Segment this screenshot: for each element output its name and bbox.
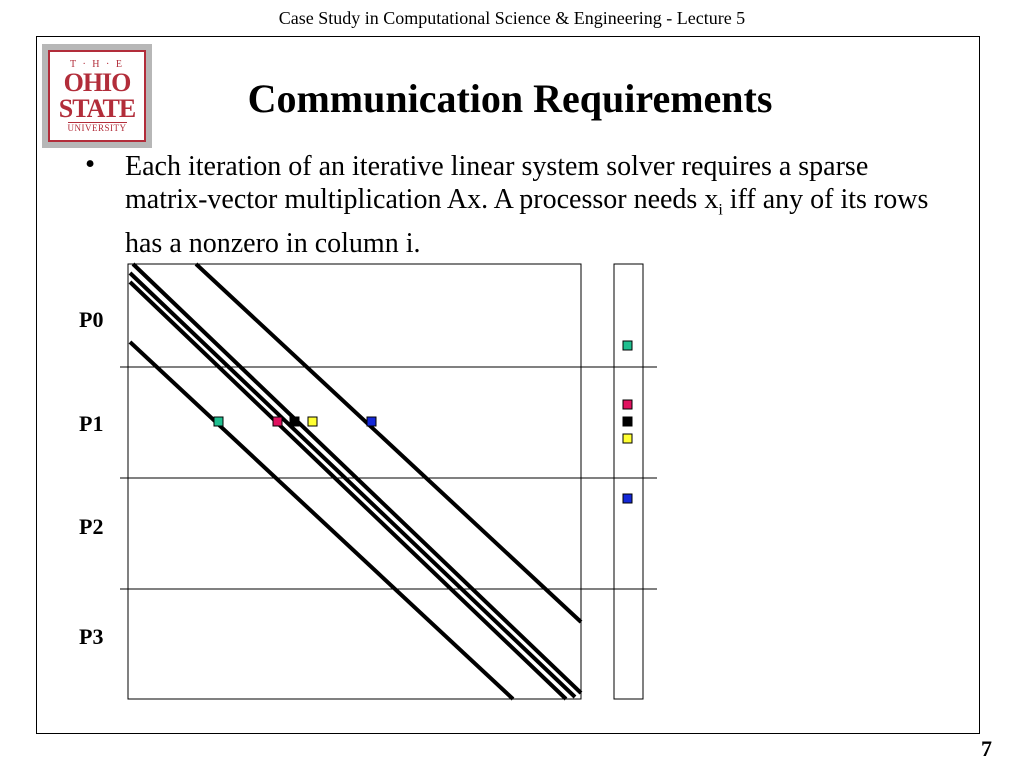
matrix-diagonal [196,264,581,622]
matrix-diagonal [130,282,566,699]
bullet-text-end: iff any of its rows has a nonzero in column i. [125,184,929,259]
slide-title: Communication Requirements [247,76,773,121]
vector-marker-black [623,417,632,426]
bullet-subscript: i [718,201,723,219]
processor-label-p3: P3 [79,624,104,649]
logo-the: T · H · E [70,58,124,70]
matrix-marker-black [290,417,299,426]
matrix-marker-blue [367,417,376,426]
vector-marker-magenta [623,400,632,409]
processor-label-p2: P2 [79,514,104,539]
matrix-diagonal [130,342,513,699]
matrix-diagonal [130,273,575,697]
matrix-box [128,264,581,699]
matrix-marker-magenta [273,417,282,426]
bullet-marker: • [85,148,96,180]
matrix-marker-teal [214,417,223,426]
logo-university: UNIVERSITY [67,122,127,133]
slide-header: Case Study in Computational Science & Engineering - Lecture 5 [278,8,746,28]
vector-box [614,264,643,699]
matrix-marker-yellow [308,417,317,426]
logo-state: STATE [58,93,136,123]
vector-marker-teal [623,341,632,350]
vector-marker-blue [623,494,632,503]
processor-label-p0: P0 [79,307,104,332]
processor-label-p1: P1 [79,411,104,436]
page-number: 7 [981,736,992,761]
bullet-text-main: Each iteration of an iterative linear system solver requires a sparse matrix-vector multiplication Ax. A processor needs x [125,151,869,215]
vector-marker-yellow [623,434,632,443]
logo-ohio: OHIO [63,67,131,97]
